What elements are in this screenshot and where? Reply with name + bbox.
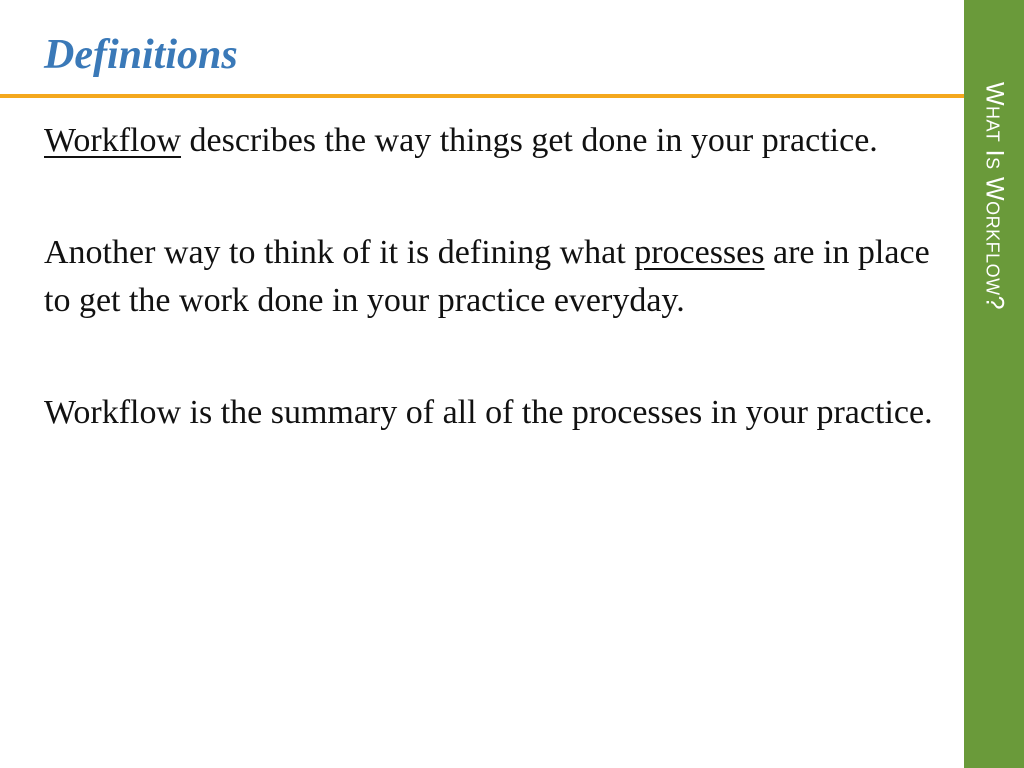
paragraph-processes [44, 229, 944, 325]
section-sidebar [964, 0, 1024, 768]
term-workflow: Workflow [44, 122, 182, 159]
slide-title: Definitions [44, 32, 238, 78]
paragraph-summary [44, 389, 944, 437]
title-divider [0, 94, 965, 98]
paragraph-text: Workflow is the summary of all of the processes in your practice. [44, 394, 933, 431]
paragraph-workflow-definition [44, 117, 944, 165]
section-label: What Is Workflow? [980, 81, 1009, 311]
paragraph-text: are in place to get the work done in your practice everyday. [44, 234, 930, 319]
paragraph-text: describes the way things get done in your practice. [181, 122, 878, 159]
term-processes: processes [634, 234, 765, 271]
paragraph-lead: Another way to think of it is defining what [44, 234, 635, 271]
slide-body [44, 117, 944, 501]
